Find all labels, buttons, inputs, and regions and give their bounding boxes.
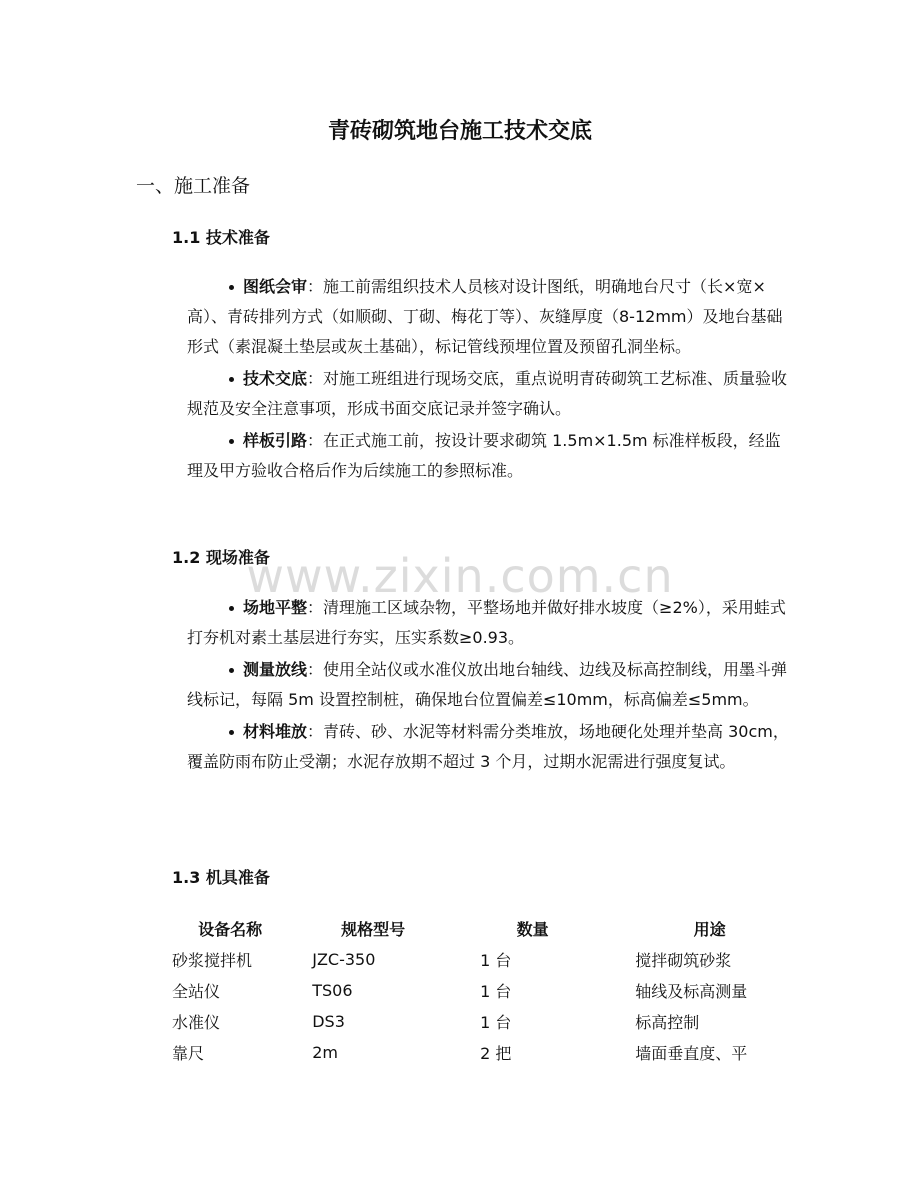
equipment-table <box>160 913 800 1068</box>
table-row <box>160 1006 800 1037</box>
column-header: 数量 <box>516 920 549 939</box>
list-item <box>187 717 789 777</box>
item-label: 场地平整 <box>243 598 308 617</box>
table-cell: 砂浆搅拌机 <box>172 951 253 970</box>
item-text: 在正式施工前，按设计要求砌筑 1.5m×1.5m 标准样板段，经监理及甲方验收合格后作为后续施工的参照标准。 <box>187 431 781 480</box>
list-item <box>187 272 789 362</box>
item-text: 施工前需组织技术人员核对设计图纸，明确地台尺寸（长×宽×高）、青砖排列方式（如顺砌、丁砌、梅花丁等）、灰缝厚度（8-12mm）及地台基础形式（素混凝土垫层或灰土基础），标记管线预埋位置及预留孔洞坐标。 <box>187 277 783 356</box>
bullet-icon <box>229 285 234 290</box>
item-text: 青砖、砂、水泥等材料需分类堆放，场地硬化处理并垫高 30cm，覆盖防雨布防止受潮；水泥存放期不超过 3 个月，过期水泥需进行强度复试。 <box>187 722 789 771</box>
subsection-heading-site: 1.2 现场准备 <box>172 548 270 567</box>
bullet-icon <box>229 668 234 673</box>
item-text: 清理施工区域杂物，平整场地并做好排水坡度（≥2%），采用蛙式打夯机对素土基层进行夯实，压实系数≥0.93。 <box>187 598 786 647</box>
table-cell: 靠尺 <box>172 1044 205 1063</box>
table-cell: 1 台 <box>480 951 512 970</box>
table-cell: 1 台 <box>480 1013 512 1032</box>
site-prep-list <box>187 593 789 779</box>
section-heading-preparation: 一、施工准备 <box>136 175 251 197</box>
list-item <box>187 655 789 715</box>
list-item <box>187 364 789 424</box>
column-header: 设备名称 <box>198 920 263 939</box>
list-item <box>187 426 789 486</box>
table-cell: DS3 <box>312 1012 345 1031</box>
table-row <box>160 944 800 975</box>
item-text: 对施工班组进行现场交底，重点说明青砖砌筑工艺标准、质量验收规范及安全注意事项，形成书面交底记录并签字确认。 <box>187 369 788 418</box>
table-row <box>160 975 800 1006</box>
watermark: www.zixin.com.cn <box>246 549 674 603</box>
bullet-icon <box>229 606 234 611</box>
table-cell: 2 把 <box>480 1044 512 1063</box>
table-cell: 2m <box>312 1043 338 1062</box>
table-cell: 标高控制 <box>635 1013 700 1032</box>
item-label: 技术交底 <box>243 369 308 388</box>
table-cell: 墙面垂直度、平 <box>635 1044 748 1063</box>
item-label: 图纸会审 <box>243 277 308 296</box>
item-label: 材料堆放 <box>243 722 308 741</box>
item-separator: ： <box>307 277 324 296</box>
item-label: 样板引路 <box>243 431 308 450</box>
table-cell: 搅拌砌筑砂浆 <box>635 951 732 970</box>
item-separator: ： <box>307 722 324 741</box>
subsection-heading-equipment: 1.3 机具准备 <box>172 868 270 887</box>
table-cell: TS06 <box>312 981 353 1000</box>
table-row <box>160 1037 800 1068</box>
item-label: 测量放线 <box>243 660 308 679</box>
table-cell: 轴线及标高测量 <box>635 982 748 1001</box>
item-separator: ： <box>307 431 324 450</box>
table-cell: 全站仪 <box>172 982 221 1001</box>
technical-prep-list <box>187 272 789 488</box>
document-title: 青砖砌筑地台施工技术交底 <box>327 119 592 144</box>
item-separator: ： <box>307 598 324 617</box>
table-header-row <box>160 913 800 944</box>
item-separator: ： <box>307 660 324 679</box>
item-text: 使用全站仪或水准仪放出地台轴线、边线及标高控制线，用墨斗弹线标记，每隔 5m 设置控制桩，确保地台位置偏差≤10mm，标高偏差≤5mm。 <box>187 660 788 709</box>
bullet-icon <box>229 377 234 382</box>
list-item <box>187 593 789 653</box>
table-cell: JZC-350 <box>312 950 376 969</box>
subsection-heading-technical: 1.1 技术准备 <box>172 228 270 247</box>
bullet-icon <box>229 439 234 444</box>
table-cell: 水准仪 <box>172 1013 221 1032</box>
column-header: 规格型号 <box>341 920 406 939</box>
bullet-icon <box>229 730 234 735</box>
column-header: 用途 <box>693 920 726 939</box>
table-cell: 1 台 <box>480 982 512 1001</box>
item-separator: ： <box>307 369 324 388</box>
